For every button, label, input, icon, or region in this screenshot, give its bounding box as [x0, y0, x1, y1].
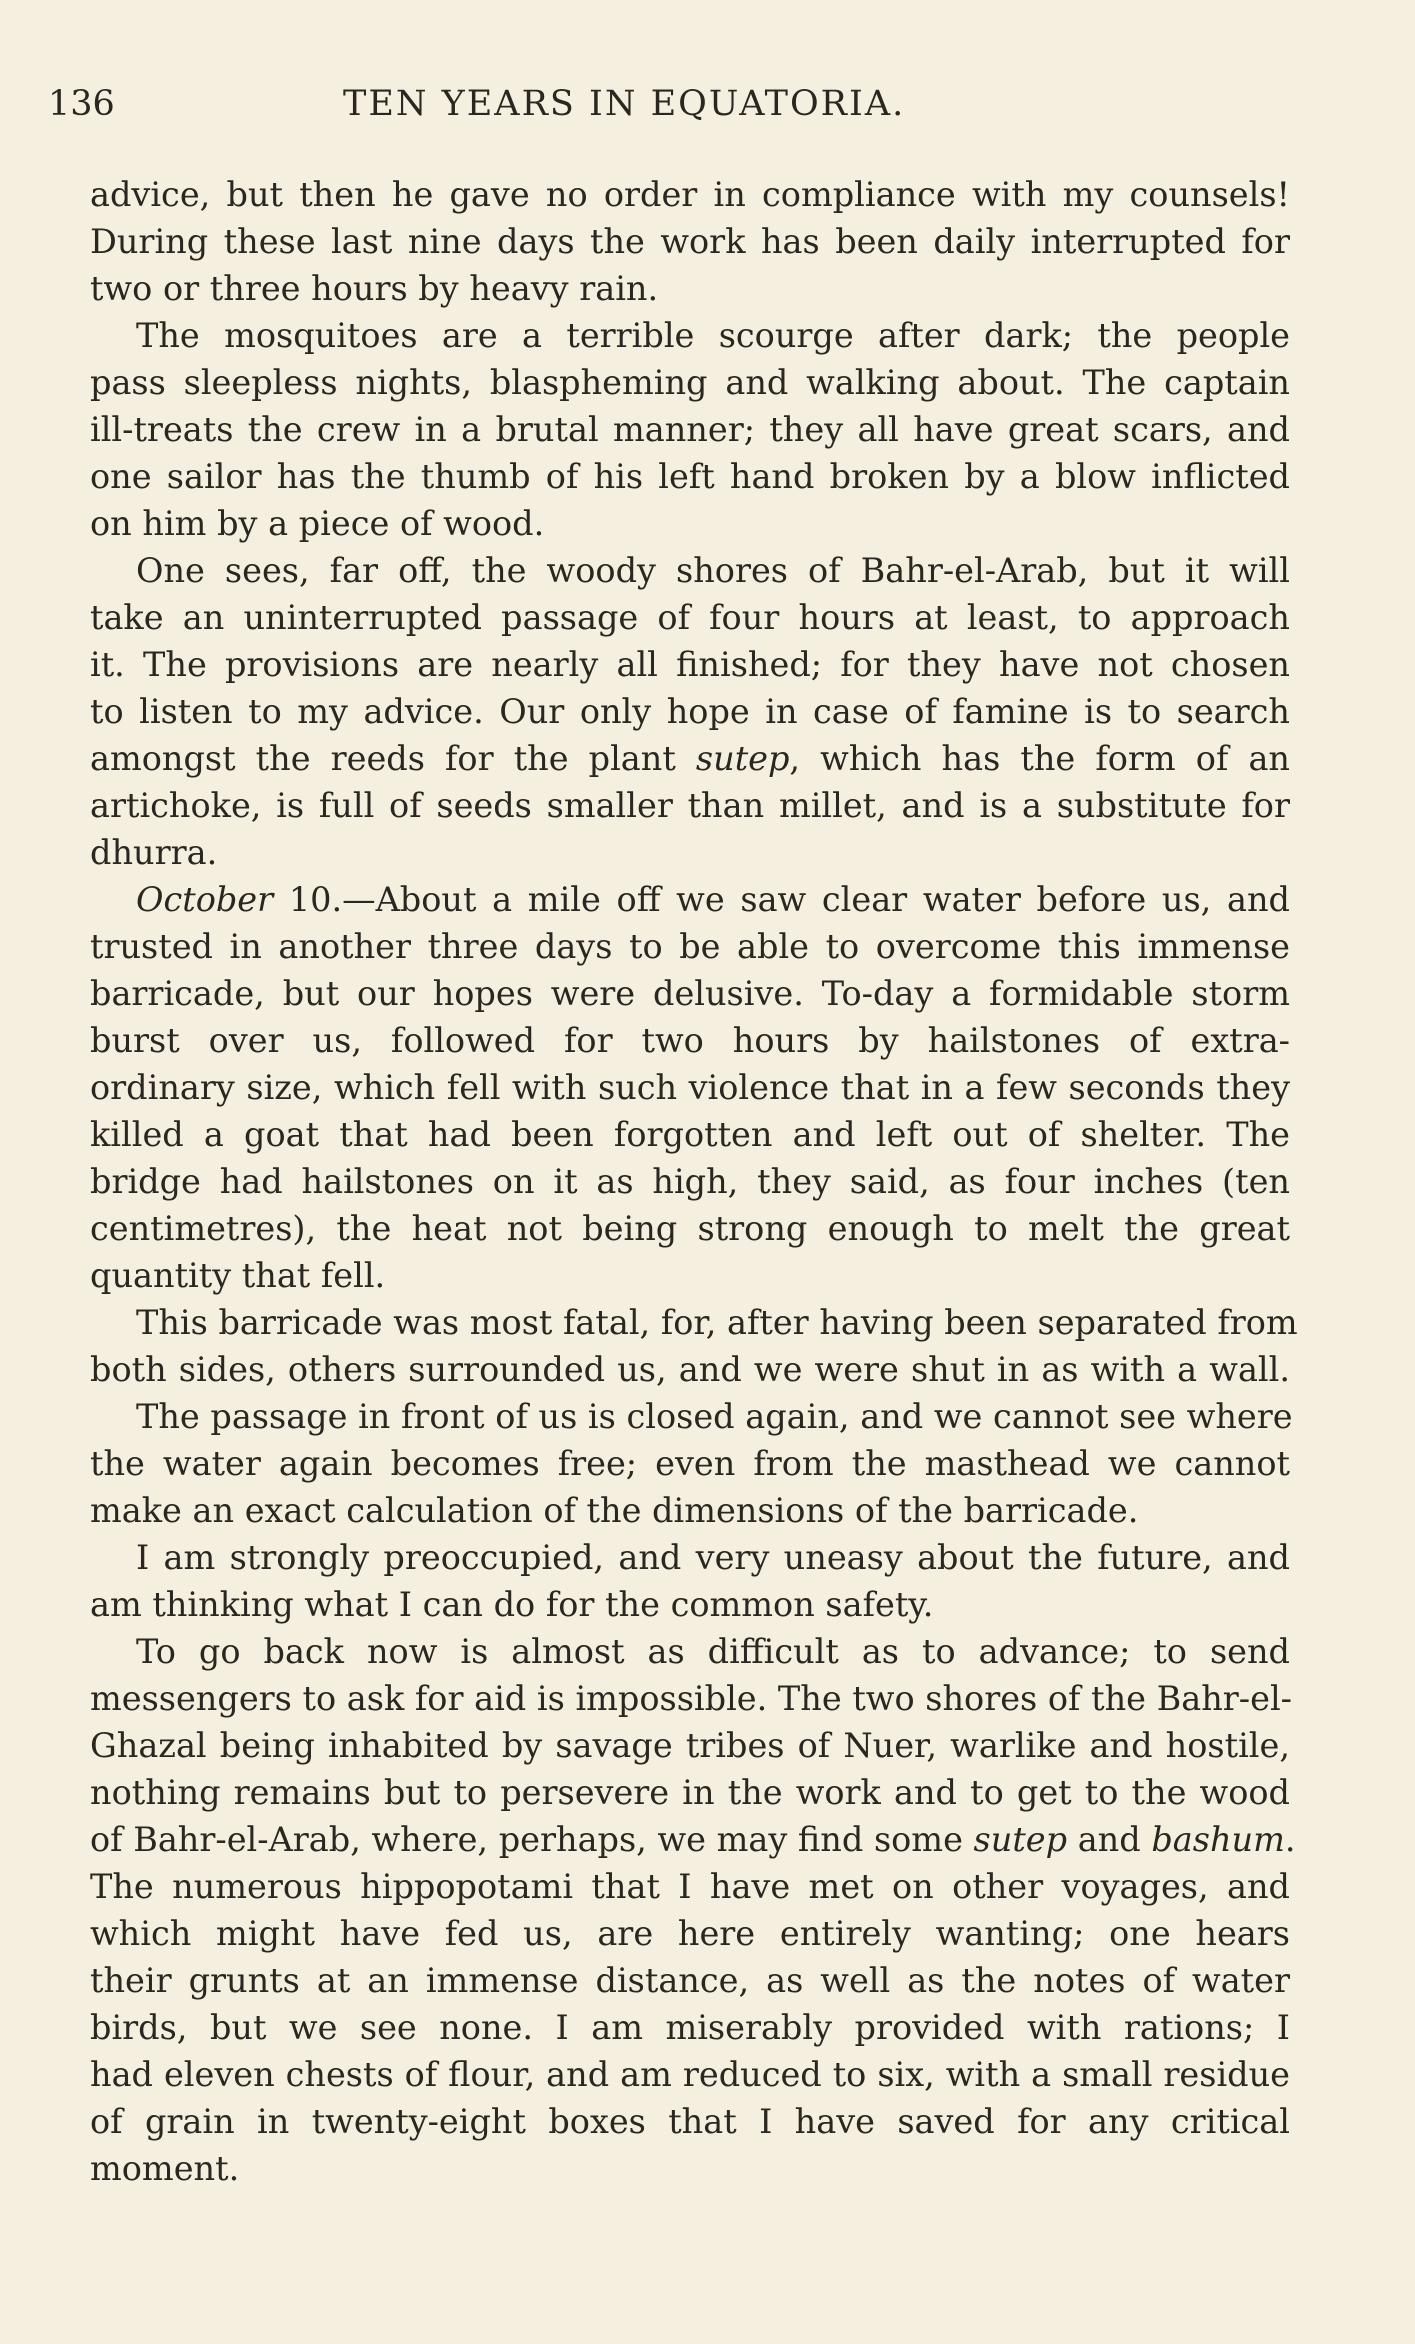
- date-label: October: [136, 880, 274, 919]
- text-line: take an uninterrupted passage of four hours at least, to approach: [90, 598, 1290, 637]
- text-line: of Bahr-el-Arab, where, perhaps, we may find some sutep and bashum.: [90, 1820, 1296, 1859]
- text-line: burst over us, followed for two hours by hailstones of extra-: [90, 1021, 1290, 1060]
- text-line: on him by a piece of wood.: [90, 504, 545, 543]
- text-line: to listen to my advice. Our only hope in case of famine is to search: [90, 692, 1290, 731]
- text-line: bridge had hailstones on it as high, they said, as four inches (ten: [90, 1162, 1290, 1201]
- italic-term: bashum: [1151, 1820, 1285, 1859]
- text-line: artichoke, is full of seeds smaller than millet, and is a substitute for: [90, 786, 1290, 825]
- text-line: The mosquitoes are a terrible scourge after dark; the people: [136, 316, 1290, 355]
- text-line: ill-treats the crew in a brutal manner; they all have great scars, and: [90, 410, 1290, 449]
- text-line: one sailor has the thumb of his left hand broken by a blow inflicted: [90, 457, 1290, 496]
- text-line: pass sleepless nights, blaspheming and walking about. The captain: [90, 363, 1290, 402]
- text-line: dhurra.: [90, 833, 218, 872]
- text-line: One sees, far off, the woody shores of Bahr-el-Arab, but it will: [136, 551, 1290, 590]
- text-line: two or three hours by heavy rain.: [90, 269, 659, 308]
- text-line: amongst the reeds for the plant sutep, which has the form of an: [90, 739, 1290, 778]
- text-line: quantity that fell.: [90, 1256, 386, 1295]
- running-head: TEN YEARS IN EQUATORIA.: [343, 84, 906, 124]
- text-line: The numerous hippopotami that I have met on other voyages, and: [90, 1867, 1290, 1906]
- page-header: [0, 84, 1415, 134]
- text-line: their grunts at an immense distance, as well as the notes of water: [90, 1961, 1290, 2000]
- text-line: messengers to ask for aid is impossible. The two shores of the Bahr-el-: [90, 1679, 1292, 1718]
- italic-term: sutep: [695, 739, 790, 778]
- text-line: am thinking what I can do for the common safety.: [90, 1585, 934, 1624]
- text-line: which might have fed us, are here entirely wanting; one hears: [90, 1914, 1290, 1953]
- text-line: advice, but then he gave no order in compliance with my counsels!: [90, 175, 1290, 214]
- text-line: of grain in twenty-eight boxes that I have saved for any critical: [90, 2102, 1290, 2141]
- text-line: nothing remains but to persevere in the work and to get to the wood: [90, 1773, 1290, 1812]
- text-line: the water again becomes free; even from the masthead we cannot: [90, 1444, 1290, 1483]
- text-line: I am strongly preoccupied, and very uneasy about the future, and: [136, 1538, 1290, 1577]
- text-line: October 10.—About a mile off we saw clear water before us, and: [136, 880, 1290, 919]
- text-line: moment.: [90, 2149, 240, 2188]
- italic-term: sutep: [973, 1820, 1068, 1859]
- text-line: make an exact calculation of the dimensions of the barricade.: [90, 1491, 1139, 1530]
- text-line: trusted in another three days to be able to overcome this immense: [90, 927, 1290, 966]
- text-line: birds, but we see none. I am miserably provided with rations; I: [90, 2008, 1290, 2047]
- text-line: both sides, others surrounded us, and we were shut in as with a wall.: [90, 1350, 1290, 1389]
- text-line: ordinary size, which fell with such violence that in a few seconds they: [90, 1068, 1290, 1107]
- text-line: barricade, but our hopes were delusive. To-day a formidable storm: [90, 974, 1290, 1013]
- text-line: During these last nine days the work has been daily interrupted for: [90, 222, 1290, 261]
- page-number: 136: [48, 84, 115, 124]
- text-line: Ghazal being inhabited by savage tribes of Nuer, warlike and hostile,: [90, 1726, 1290, 1765]
- text-line: it. The provisions are nearly all finished; for they have not chosen: [90, 645, 1290, 684]
- text-line: killed a goat that had been forgotten and left out of shelter. The: [90, 1115, 1290, 1154]
- text-line: This barricade was most fatal, for, after having been separated from: [136, 1303, 1298, 1342]
- text-line: The passage in front of us is closed again, and we cannot see where: [136, 1397, 1293, 1436]
- text-line: centimetres), the heat not being strong enough to melt the great: [90, 1209, 1290, 1248]
- text-line: To go back now is almost as difficult as to advance; to send: [136, 1632, 1290, 1671]
- text-line: had eleven chests of flour, and am reduced to six, with a small residue: [90, 2055, 1290, 2094]
